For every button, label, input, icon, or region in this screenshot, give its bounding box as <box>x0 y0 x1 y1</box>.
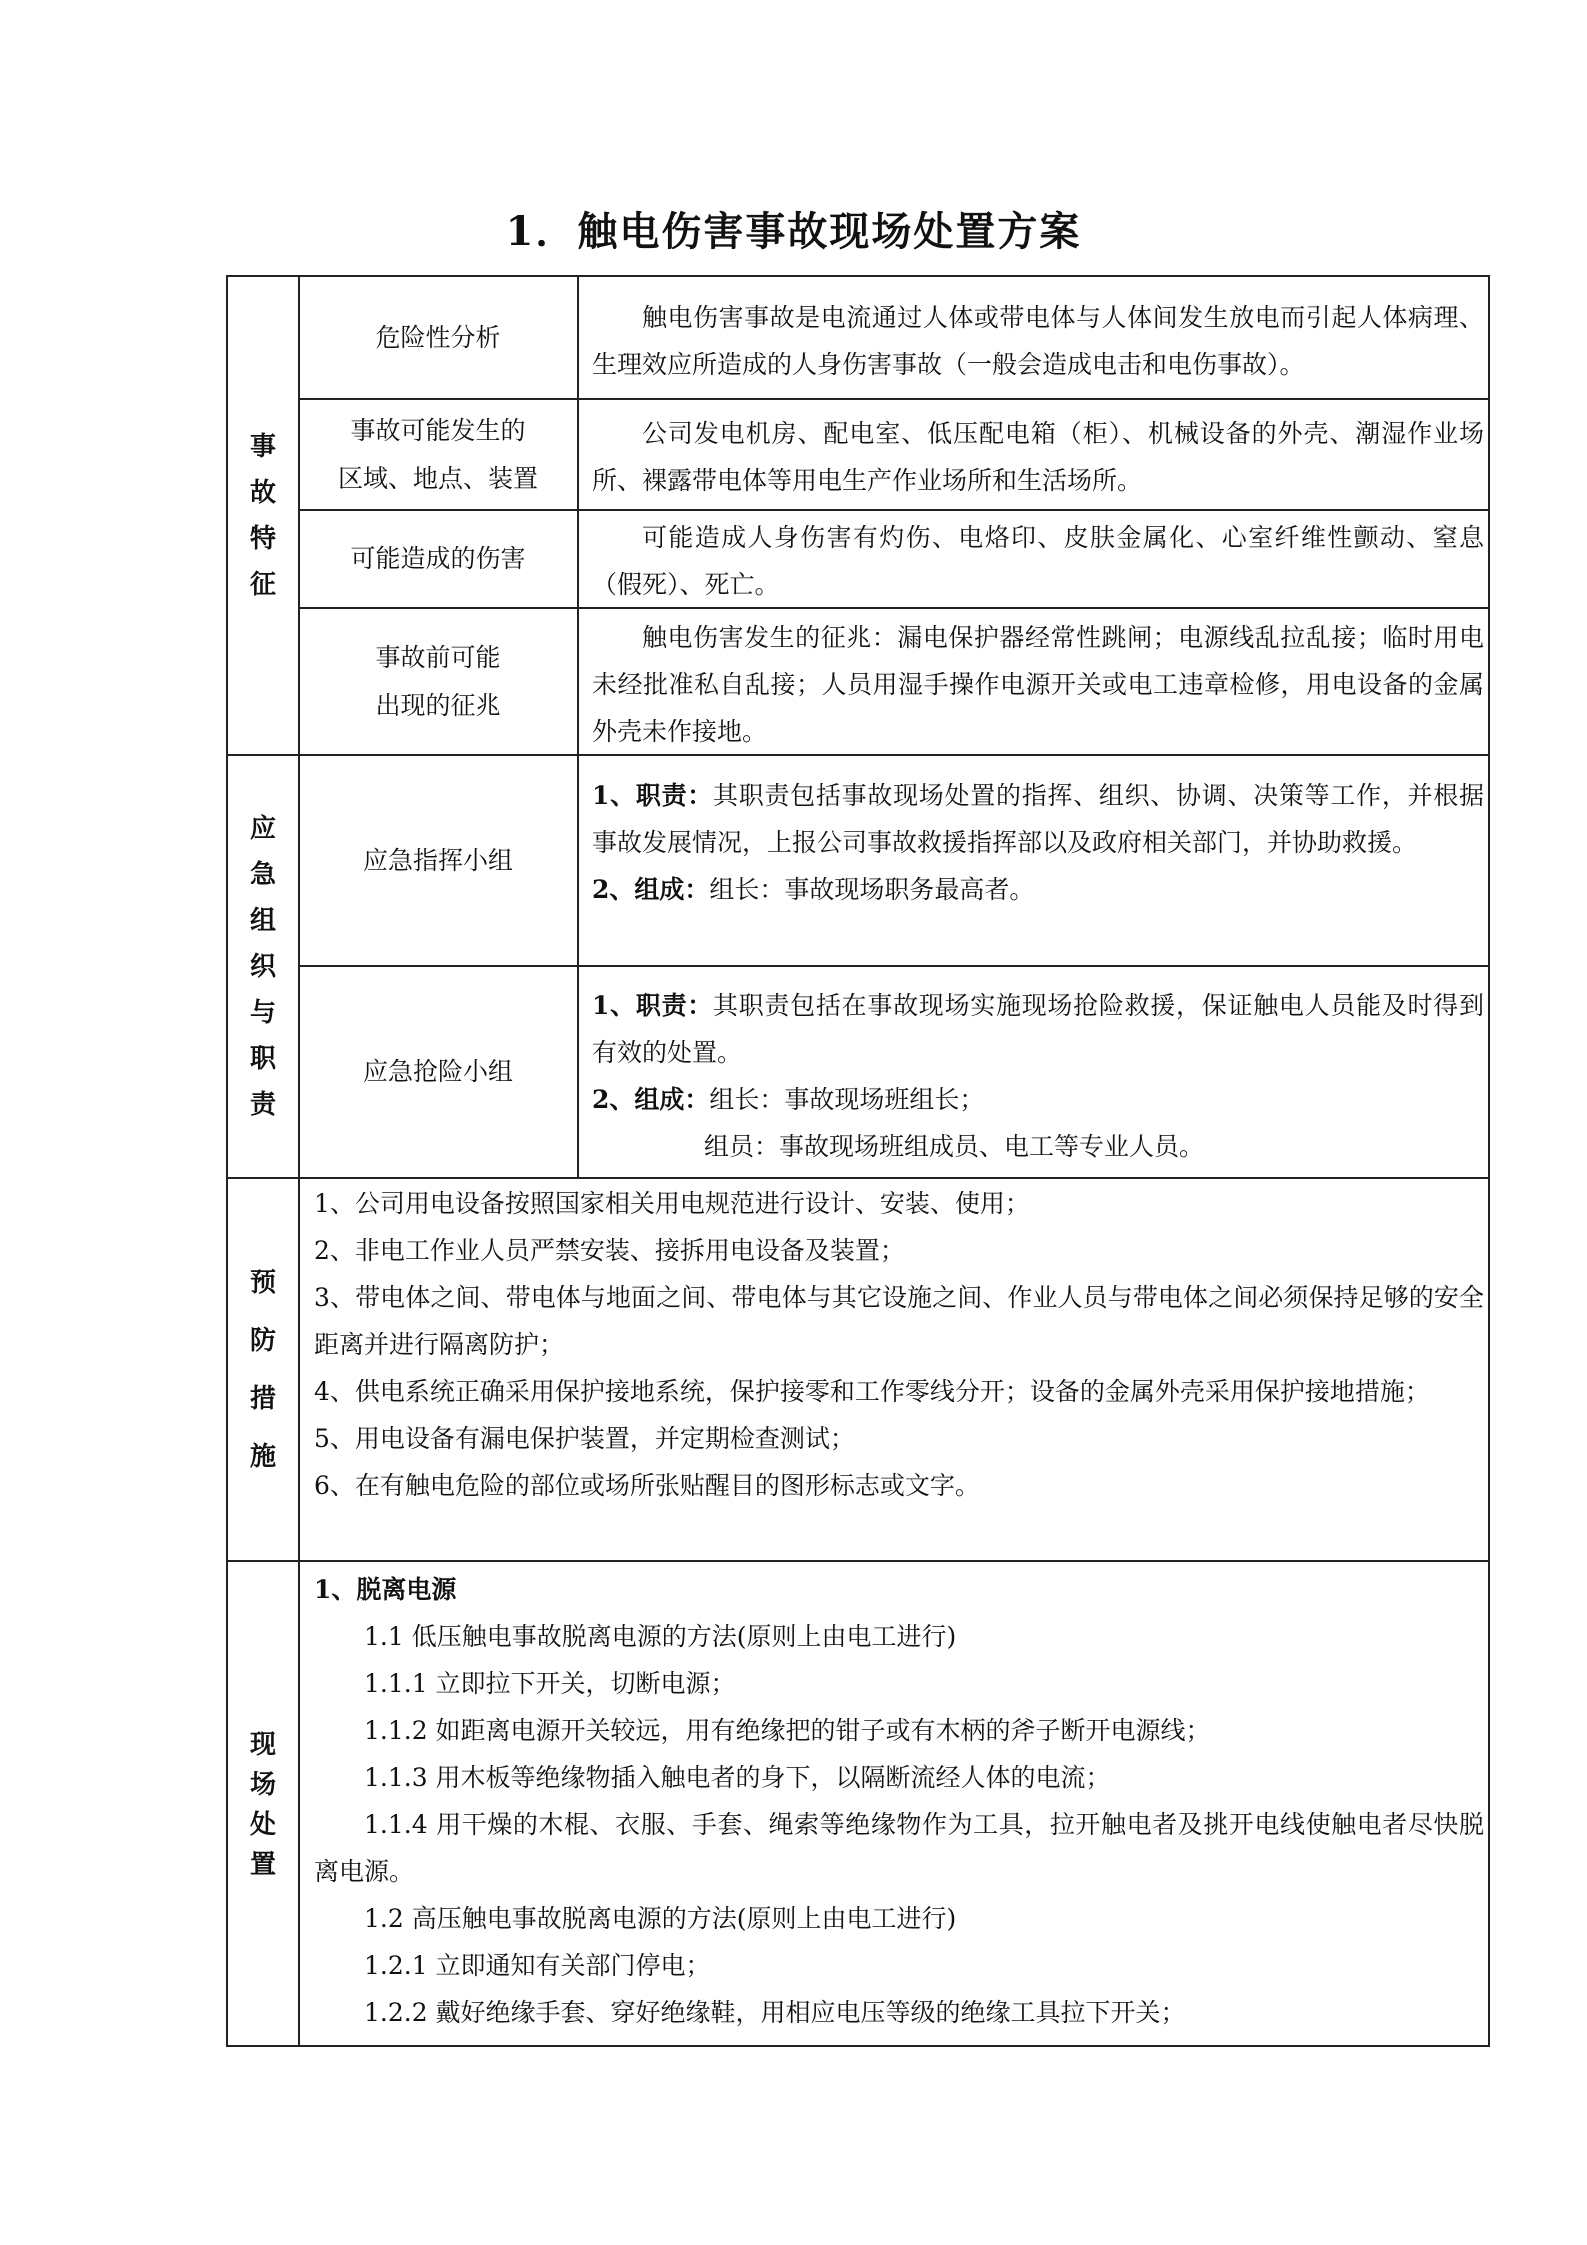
composition-title: 2、组成： <box>592 875 710 904</box>
category-char: 现 <box>249 1729 276 1760</box>
row-label-text: 危险性分析 <box>375 322 501 352</box>
row-label-text: 应急指挥小组 <box>362 845 513 875</box>
category-char: 故 <box>249 477 276 508</box>
category-char: 处 <box>249 1809 276 1840</box>
row-content <box>592 410 1484 504</box>
list-item: 6、在有触电危险的部位或场所张贴醒目的图形标志或文字。 <box>314 1471 980 1500</box>
prevention-list <box>314 1180 1484 1509</box>
row-text: 触电伤害事故是电流通过人体或带电体与人体间发生放电而引起人体病理、生理效应所造成的人身伤害事故（一般会造成电击和电伤事故）。 <box>592 303 1484 379</box>
row-label <box>300 967 576 1177</box>
duty-text: 其职责包括事故现场处置的指挥、组织、协调、决策等工作，并根据事故发展情况，上报公司事故救援指挥部以及政府相关部门，并协助救援。 <box>592 781 1484 857</box>
page-title: 1．触电伤害事故现场处置方案 <box>505 208 1082 255</box>
category-char: 事 <box>249 431 276 462</box>
composition-members: 组员：事故现场班组成员、电工等专业人员。 <box>704 1132 1205 1161</box>
composition-title: 2、组成： <box>592 1085 710 1114</box>
category-onsite-handling <box>228 1562 298 2047</box>
category-char: 置 <box>249 1849 276 1880</box>
row-label-text: 事故前可能 <box>375 642 501 672</box>
row-label-text: 事故可能发生的 <box>350 415 526 445</box>
row-label-text: 应急抢险小组 <box>362 1057 513 1086</box>
row-label-text: 出现的征兆 <box>375 690 501 720</box>
onsite-list <box>314 1566 1484 2036</box>
category-char: 防 <box>249 1325 276 1356</box>
category-char: 应 <box>249 813 276 844</box>
category-char: 场 <box>249 1769 276 1800</box>
list-item: 1.2 高压触电事故脱离电源的方法(原则上由电工进行) <box>364 1904 957 1933</box>
list-item: 1.1.2 如距离电源开关较远，用有绝缘把的钳子或有木柄的斧子断开电源线； <box>364 1716 1211 1745</box>
divider <box>577 275 579 1177</box>
row-label <box>300 511 576 607</box>
category-char: 急 <box>249 859 276 890</box>
row-content <box>592 982 1484 1170</box>
row-text: 可能造成人身伤害有灼伤、电烙印、皮肤金属化、心室纤维性颤动、窒息（假死）、死亡。 <box>592 523 1484 599</box>
list-item: 4、供电系统正确采用保护接地系统，保护接零和工作零线分开；设备的金属外壳采用保护接地措施； <box>314 1377 1430 1406</box>
category-char: 施 <box>249 1441 276 1472</box>
list-item: 1.1.4 用干燥的木棍、衣服、手套、绳索等绝缘物作为工具，拉开触电者及挑开电线使触电者尽快脱离电源。 <box>314 1810 1484 1886</box>
category-accident-features <box>228 277 298 754</box>
list-item: 3、带电体之间、带电体与地面之间、带电体与其它设施之间、作业人员与带电体之间必须保持足够的安全距离并进行隔离防护； <box>314 1283 1484 1359</box>
category-emergency-organization <box>228 756 298 1177</box>
category-char: 与 <box>249 997 276 1028</box>
row-content <box>592 294 1484 388</box>
row-label <box>300 400 576 509</box>
section-heading: 1、脱离电源 <box>314 1575 457 1604</box>
list-item: 1.1.3 用木板等绝缘物插入触电者的身下，以隔断流经人体的电流； <box>364 1763 1111 1792</box>
list-item: 5、用电设备有漏电保护装置，并定期检查测试； <box>314 1424 855 1453</box>
row-label <box>300 277 576 398</box>
list-item: 1.2.2 戴好绝缘手套、穿好绝缘鞋，用相应电压等级的绝缘工具拉下开关； <box>364 1998 1186 2027</box>
row-label <box>300 756 576 965</box>
divider <box>226 1177 1490 1179</box>
list-item: 2、非电工作业人员严禁安装、接拆用电设备及装置； <box>314 1236 905 1265</box>
category-char: 组 <box>249 905 276 936</box>
composition-text: 组长：事故现场班组长； <box>709 1085 985 1114</box>
duty-title: 1、职责： <box>592 781 714 810</box>
category-char: 职 <box>249 1043 276 1074</box>
composition-text: 组长：事故现场职务最高者。 <box>709 875 1035 904</box>
category-char: 征 <box>249 569 276 600</box>
list-item: 1.2.1 立即通知有关部门停电； <box>364 1951 711 1980</box>
category-char: 措 <box>249 1383 276 1414</box>
list-item: 1.1.1 立即拉下开关，切断电源； <box>364 1669 736 1698</box>
divider <box>226 1560 1490 1562</box>
row-content <box>592 514 1484 608</box>
category-prevention <box>228 1179 298 1560</box>
row-label-text: 可能造成的伤害 <box>350 544 526 573</box>
row-content <box>592 772 1484 913</box>
category-char: 责 <box>249 1089 276 1120</box>
row-label <box>300 609 576 754</box>
row-label-text: 区域、地点、装置 <box>337 463 538 493</box>
duty-title: 1、职责： <box>592 991 714 1020</box>
list-item: 1、公司用电设备按照国家相关用电规范进行设计、安装、使用； <box>314 1189 1030 1218</box>
row-text: 公司发电机房、配电室、低压配电箱（柜）、机械设备的外壳、潮湿作业场所、裸露带电体等用电生产作业场所和生活场所。 <box>592 419 1484 495</box>
list-item: 1.1 低压触电事故脱离电源的方法(原则上由电工进行) <box>364 1622 957 1651</box>
duty-text: 其职责包括在事故现场实施现场抢险救援，保证触电人员能及时得到有效的处置。 <box>592 991 1484 1067</box>
row-text: 触电伤害发生的征兆：漏电保护器经常性跳闸；电源线乱拉乱接；临时用电未经批准私自乱接；人员用湿手操作电源开关或电工违章检修，用电设备的金属外壳未作接地。 <box>592 623 1484 746</box>
category-char: 预 <box>249 1267 276 1298</box>
category-char: 织 <box>249 951 276 982</box>
row-content <box>592 614 1484 755</box>
category-char: 特 <box>249 523 276 554</box>
